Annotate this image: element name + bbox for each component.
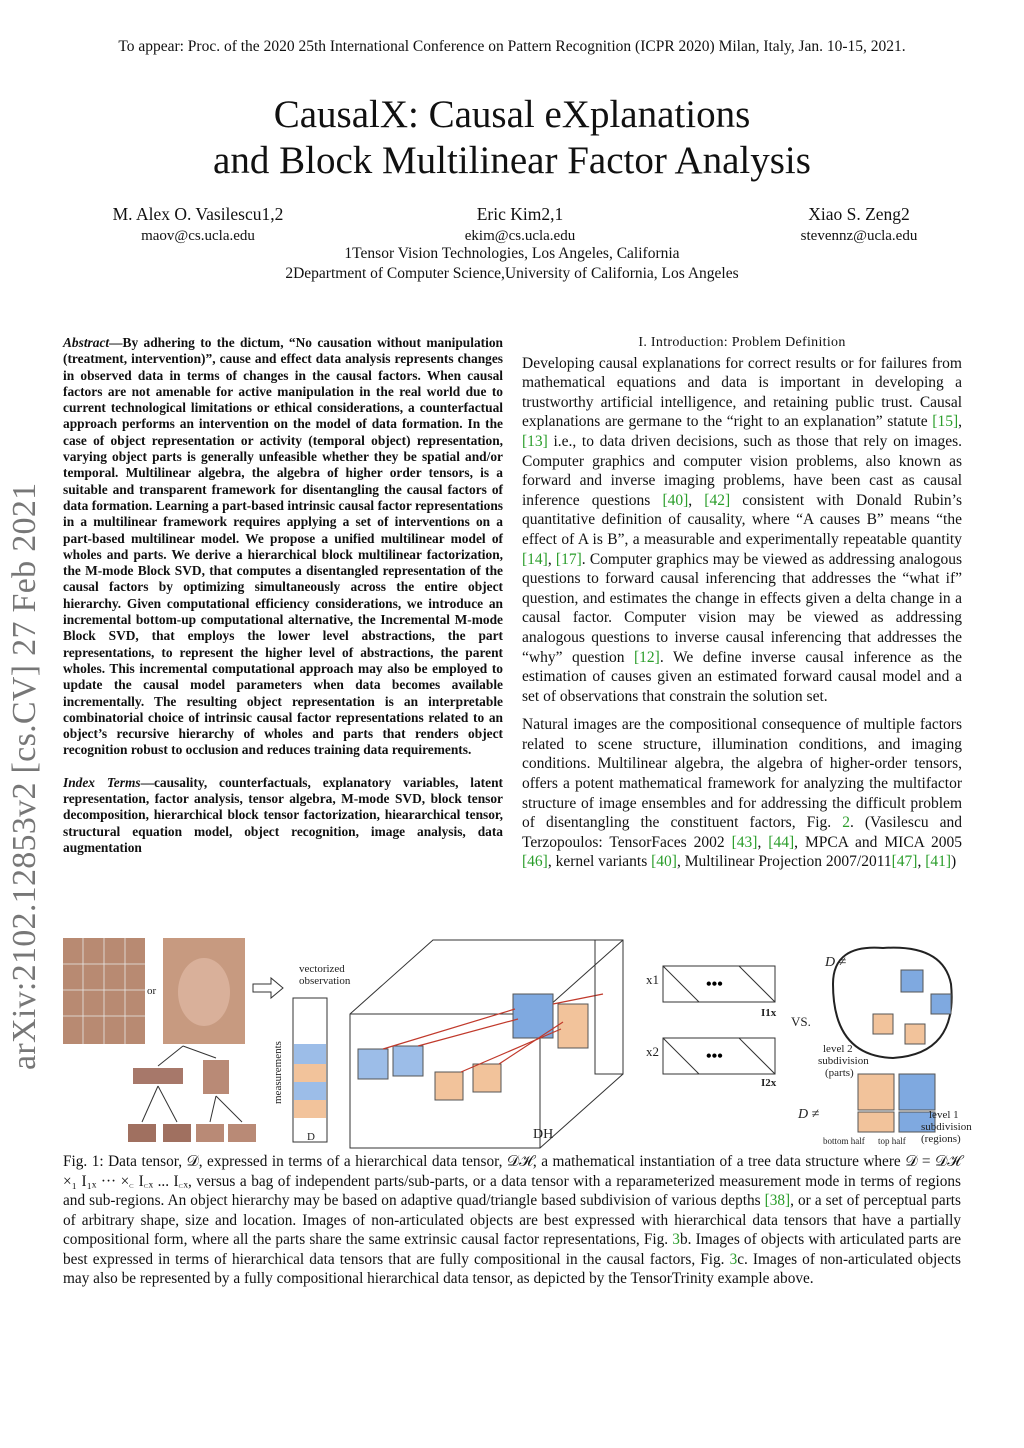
i2x-label: I2x bbox=[761, 1077, 777, 1089]
abstract-text: —By adhering to the dictum, “No causation without manipulation (treatment, intervention)”, cause and effect data analysis represents changes in observed data in terms of changes in the causal factors. When causal factors are not amenable for active manipulation in the real world due to current technological limitations or ethical considerations, a counterfactual approach performs an intervention on the model of data formation. In the case of object representation or activity (temporal object) representation, varying object parts is generally unfeasible whether they be spatial and/or temporal. Multilinear algebra, the algebra of higher order tensors, is a suitable and transparent framework for disentangling the causal factors of data formation. Learning a part-based intrinsic causal factor representations in a multilinear framework requires applying a set of interventions on a part-based multilinear model. We propose a unified multilinear model of wholes and parts. We derive a hierarchical block multilinear factorization, the M-mode Block SVD, that computes a disentangled representation of the causal factors by optimizing simultaneously across the entire object hierarchy. Given computational efficiency considerations, we introduce an incremental bottom-up computational alternative, the Incremental M-mode Block SVD, that employs the lower level abstractions, the part representations, to represent the higher level of abstractions, the parent wholes. This incremental computational approach may also be employed to update the causal model parameters when data becomes available incrementally. The resulting object representation is an interpretable combinatorial choice of intrinsic causal factor representations related to an object’s recursive hierarchy of wholes and parts that renders object recognition robust to occlusion and reduces training data requirements. bbox=[63, 335, 503, 758]
diagonal bbox=[739, 966, 775, 1002]
text-run: , or a set of perceptual parts of arbitrary shape, size and location. Images of non-articulated objects are best expressed with hierarchical data tensors that have a partially compositional form, where all the parts share the same extrinsic causal factor representations, Fig. bbox=[63, 1192, 961, 1248]
text-run: . (Vasilescu and Terzopoulos: TensorFaces 2002 bbox=[522, 814, 962, 851]
subdivision-label: subdivision bbox=[921, 1121, 972, 1133]
text-run: , Multilinear Projection 2007/2011 bbox=[676, 853, 892, 871]
blue-block bbox=[393, 1046, 423, 1076]
blue-block bbox=[899, 1074, 935, 1110]
blue-block bbox=[931, 994, 951, 1014]
orange-block bbox=[858, 1074, 894, 1110]
level1-label: level 1 bbox=[929, 1109, 959, 1121]
citation-link[interactable]: [41] bbox=[925, 853, 952, 871]
index-terms-label: Index Terms bbox=[63, 774, 141, 790]
author-email: maov@cs.ucla.edu bbox=[141, 228, 255, 244]
text-run: ) bbox=[951, 853, 957, 871]
citation-link[interactable]: [42] bbox=[704, 491, 731, 509]
affiliation-2: 2Department of Computer Science,University of California, Los Angeles bbox=[285, 265, 739, 282]
x1-label: x1 bbox=[646, 972, 659, 987]
part-image bbox=[228, 1124, 256, 1142]
orange-block bbox=[905, 1024, 925, 1044]
text-run: , MPCA and MICA 2005 bbox=[794, 833, 962, 851]
arxiv-sidebar-id: arXiv:2102.12853v2 [cs.CV] 27 Feb 2021 bbox=[6, 482, 43, 1070]
text-run: c. Images of non-articulated objects may also be represented by a fully compositional hierarchical data tensor, as depicted by the TensorTrinity example above. bbox=[63, 1250, 961, 1287]
text-run: , bbox=[757, 833, 769, 851]
author-name: Xiao S. Zeng2 bbox=[808, 204, 910, 224]
d-neq-label: D ≠ bbox=[825, 955, 847, 970]
citation-link[interactable]: [40] bbox=[662, 491, 689, 509]
arrow-right-icon bbox=[253, 978, 283, 998]
d-label: D bbox=[307, 1131, 315, 1143]
orange-segment bbox=[294, 1064, 326, 1082]
dh-label: DH bbox=[533, 1127, 554, 1142]
orange-block bbox=[873, 1014, 893, 1034]
i1x-label: I1x bbox=[761, 1007, 777, 1019]
intro-paragraph-1 bbox=[522, 354, 962, 707]
title-line-2: and Block Multilinear Factor Analysis bbox=[213, 139, 811, 182]
paper-title bbox=[0, 92, 1024, 184]
text-run: Fig. 1: Data tensor, 𝒟, expressed in terms of a hierarchical data tensor, 𝒟ℋ, a mathematical instantiation of a tree data structure where 𝒟 = 𝒟ℋ ×₁ I₁ₓ ··· ×꜀ I꜀ₓ ... I꜀ₓ, versus a bag of independent parts/sub-parts, or a data tensor with a reparameterized measurement mode in terms of regions and sub-regions. An object hierarchy may be based on adaptive quad/triangle based subdivision of various depths bbox=[63, 1153, 961, 1209]
diagonal bbox=[739, 1038, 775, 1074]
author-3 bbox=[754, 203, 964, 247]
venue-line: To appear: Proc. of the 2020 25th International Conference on Pattern Recognition (ICPR 2020) Milan, Italy, Jan. 10-15, 2021. bbox=[118, 38, 906, 55]
citation-link[interactable]: [46] bbox=[522, 853, 548, 871]
nose-part-image bbox=[203, 1060, 229, 1094]
citation-link[interactable]: [17] bbox=[555, 550, 582, 568]
blue-block bbox=[358, 1049, 388, 1079]
part-image bbox=[163, 1124, 191, 1142]
intro-column bbox=[522, 333, 962, 881]
citation-link[interactable]: [40] bbox=[651, 853, 677, 871]
text-run: , bbox=[547, 550, 556, 568]
text-run: , kernel variants bbox=[547, 853, 652, 871]
diagonal bbox=[663, 1038, 699, 1074]
ellipsis-icon: ••• bbox=[706, 1048, 723, 1065]
text-run: i.e., to data driven decisions, such as those that rely on images. Computer graphics and computer vision problems, also known as forward and inverse imaging problems, have been cast as causal inference questions bbox=[522, 432, 962, 509]
orange-block bbox=[435, 1072, 463, 1100]
index-terms-text: —causality, counterfactuals, explanatory variables, latent representation, factor analysis, tensor algebra, M-mode SVD, block tensor decomposition, hierarchical block tensor factorization, hieararchical tensor, structural equation model, object recognition, image analysis, data augmentation bbox=[63, 774, 503, 855]
text-run: , bbox=[917, 853, 926, 871]
parts-label: (parts) bbox=[825, 1067, 854, 1079]
d-neq-label: D ≠ bbox=[798, 1107, 820, 1122]
text-run: consistent with Donald Rubin’s quantitative definition of causality, where “A causes B” means “the effect of A is B”, a measurable and experimentally repeatable quantity bbox=[522, 491, 962, 548]
subdivision-label: subdivision bbox=[818, 1055, 869, 1067]
citation-link[interactable]: 3 bbox=[729, 1250, 738, 1268]
citation-link[interactable]: [43] bbox=[731, 833, 758, 851]
face-shape bbox=[178, 958, 230, 1026]
blue-block bbox=[513, 994, 553, 1038]
or-label: or bbox=[147, 985, 157, 997]
vectorized-label: vectorized bbox=[299, 963, 345, 975]
citation-link[interactable]: 3 bbox=[672, 1231, 680, 1248]
text-run: . We define inverse causal inference as the estimation of causes given an estimated forward causal model and a set of observations that constrain the solution set. bbox=[522, 648, 963, 705]
author-1 bbox=[98, 203, 298, 247]
bottom-half-label: bottom half bbox=[823, 1136, 865, 1146]
part-image bbox=[128, 1124, 156, 1142]
regions-label: (regions) bbox=[921, 1133, 961, 1145]
blue-segment bbox=[294, 1044, 326, 1064]
text-run: b. Images of objects with articulated parts are best expressed in terms of hierarchical data tensors that are fully compositional in the causal factors, Fig. bbox=[63, 1231, 962, 1268]
diagonal bbox=[663, 966, 699, 1002]
citation-link[interactable]: [13] bbox=[522, 432, 548, 450]
abstract-column bbox=[63, 335, 503, 872]
blue-block bbox=[901, 970, 923, 992]
figure-caption bbox=[63, 1152, 961, 1289]
section-heading: I. Introduction: Problem Definition bbox=[638, 335, 846, 350]
orange-block bbox=[858, 1112, 894, 1132]
citation-link[interactable]: [14] bbox=[522, 550, 548, 568]
ellipsis-icon: ••• bbox=[706, 976, 723, 993]
blue-segment bbox=[294, 1082, 326, 1100]
text-run: Developing causal explanations for correct results or for failures from mathematical equations and data is important in developing a trustworthy artificial intelligence, and retaining public trust. Causal explanations are germane to the “right to an explanation” statute bbox=[522, 354, 962, 431]
affiliation-1: 1Tensor Vision Technologies, Los Angeles, California bbox=[344, 245, 680, 262]
citation-link[interactable]: [15] bbox=[932, 413, 959, 431]
text-run: . Computer graphics may be viewed as addressing analogous questions to forward causal inferencing that addresses the “what if” question, and estimates the change in effects given a delta change in a causal factor. Computer vision may be viewed as addressing analogous questions to inverse causal inferencing that addresses the “why” question bbox=[522, 550, 962, 666]
orange-block bbox=[558, 1004, 588, 1048]
text-run: , bbox=[958, 413, 962, 431]
eyes-part-image bbox=[133, 1068, 183, 1084]
author-email: stevennz@ucla.edu bbox=[800, 228, 918, 244]
level2-label: level 2 bbox=[823, 1043, 853, 1055]
text-run: Natural images are the compositional consequence of multiple factors related to scene structure, illumination conditions, and imaging conditions. Multilinear algebra, the algebra of higher-order tensors, offers a potent mathematical framework for analyzing the multifactor structure of image ensembles and for addressing the difficult problem of disentangling the constituent factors, Fig. bbox=[522, 716, 962, 832]
part-image bbox=[196, 1124, 224, 1142]
abstract-label: Abstract bbox=[63, 335, 110, 350]
index-terms bbox=[63, 775, 503, 856]
author-name: Eric Kim2,1 bbox=[476, 204, 564, 224]
intro-paragraph-2 bbox=[522, 715, 962, 872]
vs-label: VS. bbox=[791, 1014, 811, 1029]
citation-link[interactable]: [44] bbox=[768, 833, 795, 851]
text-run: , bbox=[688, 491, 705, 509]
author-name: M. Alex O. Vasilescu1,2 bbox=[112, 204, 284, 224]
orange-block bbox=[473, 1064, 501, 1092]
title-line-1: CausalX: Causal eXplanations bbox=[273, 93, 751, 136]
author-email: ekim@cs.ucla.edu bbox=[464, 228, 576, 244]
figure-1 bbox=[63, 934, 972, 1148]
abstract bbox=[63, 335, 503, 759]
x2-label: x2 bbox=[646, 1044, 659, 1059]
observation-label: observation bbox=[299, 975, 351, 987]
tensor-slab bbox=[595, 940, 623, 1074]
orange-segment bbox=[294, 1100, 326, 1118]
citation-link[interactable]: [12] bbox=[634, 648, 660, 666]
citation-link[interactable]: 2 bbox=[842, 814, 850, 832]
top-half-label: top half bbox=[878, 1136, 906, 1146]
author-2 bbox=[420, 203, 620, 247]
measurements-label: measurements bbox=[272, 1041, 284, 1104]
citation-link[interactable]: [38] bbox=[764, 1192, 791, 1209]
citation-link[interactable]: [47] bbox=[891, 853, 918, 871]
